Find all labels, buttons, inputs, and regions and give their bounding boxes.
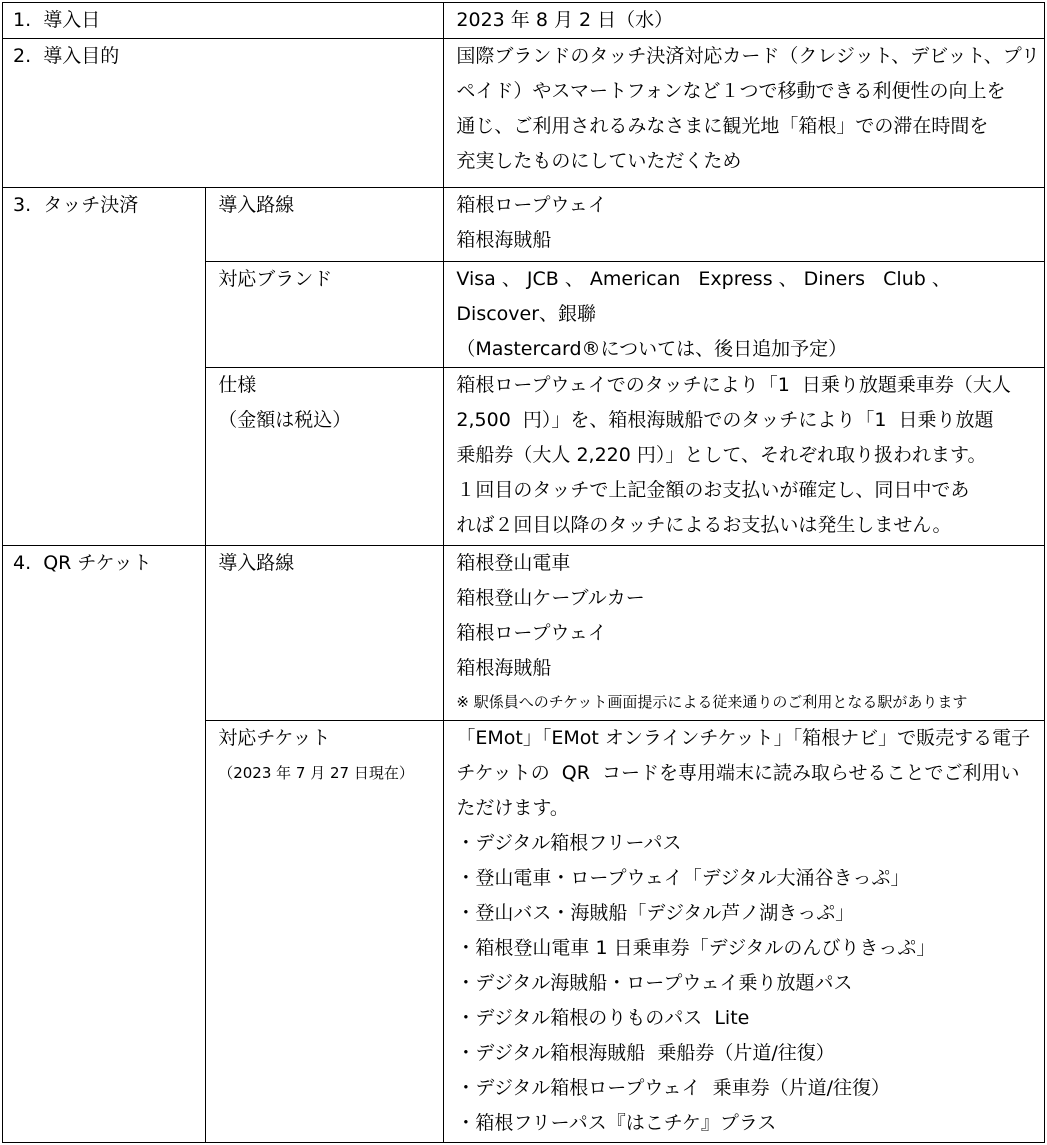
qr-ticket-item: ・箱根登山電車 1 日乗車券「デジタルのんびりきっぷ」 bbox=[456, 937, 936, 959]
qr-routes-note: ※ 駅係員へのチケット画面提示による従来通りのご利用となる駅があります bbox=[456, 693, 968, 711]
qr-label-cell bbox=[3, 546, 206, 1143]
date-value: 2023 年 8 月 2 日（水） bbox=[456, 9, 674, 31]
spec-sublabel: （金額は税込） bbox=[218, 409, 352, 431]
qr-routes-cell bbox=[444, 546, 1045, 721]
date-label-cell bbox=[3, 3, 444, 39]
qr-route-item: 箱根登山ケーブルカー bbox=[456, 587, 645, 609]
qr-intro-line: 「EMot」「EMot オンラインチケット」「箱根ナビ」で販売する電子 bbox=[456, 727, 1031, 749]
spec-line: 2,500 円）」を、箱根海賊船でのタッチにより「1 日乗り放題 bbox=[456, 409, 994, 431]
purpose-line: 充実したものにしていただくため bbox=[456, 150, 742, 172]
info-table-container bbox=[2, 2, 1045, 1143]
qr-route-item: 箱根登山電車 bbox=[456, 552, 571, 574]
qr-intro-line: ただけます。 bbox=[456, 797, 569, 819]
brands-line: （Mastercard®については、後日追加予定） bbox=[456, 338, 848, 360]
qr-ticket-item: ・デジタル箱根ロープウェイ 乗車券（片道/往復） bbox=[456, 1077, 891, 1099]
qr-ticket-item: ・登山電車・ロープウェイ「デジタル大涌谷きっぷ」 bbox=[456, 867, 910, 889]
qr-route-item: 箱根海賊船 bbox=[456, 657, 552, 679]
purpose-line: 通じ、ご利用されるみなさまに観光地「箱根」での滞在時間を bbox=[456, 115, 989, 137]
date-value-cell bbox=[444, 3, 1045, 39]
qr-intro-line: チケットの QR コードを専用端末に読み取らせることでご利用い bbox=[456, 762, 1020, 784]
purpose-line: 国際ブランドのタッチ決済対応カード（クレジット、デビット、プリ bbox=[456, 45, 1040, 67]
touch-route-item: 箱根海賊船 bbox=[456, 229, 552, 251]
qr-route-item: 箱根ロープウェイ bbox=[456, 622, 607, 644]
row-purpose bbox=[3, 39, 1045, 188]
spec-line: 乗船券（大人 2,220 円）」として、それぞれ取り扱われます。 bbox=[456, 444, 987, 466]
row-touch-routes bbox=[3, 188, 1045, 262]
purpose-label: 2. 導入目的 bbox=[13, 45, 120, 67]
brands-label: 対応ブランド bbox=[218, 268, 333, 290]
spec-label: 仕様 bbox=[218, 374, 257, 396]
qr-ticket-item: ・箱根フリーパス『はこチケ』プラス bbox=[456, 1112, 777, 1134]
touch-label-cell bbox=[3, 188, 206, 546]
touch-route-item: 箱根ロープウェイ bbox=[456, 194, 607, 216]
row-date bbox=[3, 3, 1045, 39]
touch-label: 3. タッチ決済 bbox=[13, 194, 139, 216]
date-label: 1. 導入日 bbox=[13, 9, 101, 31]
brands-line: Visa 、 JCB 、 American Express 、 Diners Club 、 bbox=[456, 268, 951, 290]
qr-ticket-item: ・登山バス・海賊船「デジタル芦ノ湖きっぷ」 bbox=[456, 902, 855, 924]
purpose-value-cell bbox=[444, 39, 1045, 188]
spec-label-cell bbox=[206, 368, 444, 546]
qr-tickets-label: 対応チケット bbox=[218, 727, 331, 749]
qr-ticket-item: ・デジタル箱根のりものパス Lite bbox=[456, 1007, 750, 1029]
qr-ticket-item: ・デジタル箱根海賊船 乗船券（片道/往復） bbox=[456, 1042, 835, 1064]
qr-routes-label: 導入路線 bbox=[218, 552, 295, 574]
brands-line: Discover、銀聯 bbox=[456, 303, 597, 325]
qr-tickets-label-cell bbox=[206, 721, 444, 1143]
qr-label: 4. QR チケット bbox=[13, 552, 152, 574]
qr-ticket-item: ・デジタル箱根フリーパス bbox=[456, 832, 682, 854]
qr-routes-label-cell bbox=[206, 546, 444, 721]
row-qr-routes bbox=[3, 546, 1045, 721]
spec-line: １回目のタッチで上記金額のお支払いが確定し、同日中であ bbox=[456, 479, 970, 501]
touch-routes-label: 導入路線 bbox=[218, 194, 295, 216]
purpose-line: ペイド）やスマートフォンなど１つで移動できる利便性の向上を bbox=[456, 80, 1006, 102]
spec-line: れば２回目以降のタッチによるお支払いは発生しません。 bbox=[456, 514, 952, 536]
qr-ticket-item: ・デジタル海賊船・ロープウェイ乗り放題パス bbox=[456, 972, 853, 994]
spec-line: 箱根ロープウェイでのタッチにより「1 日乗り放題乗車券（大人 bbox=[456, 374, 1011, 396]
touch-routes-label-cell bbox=[206, 188, 444, 262]
brands-cell bbox=[444, 262, 1045, 368]
qr-tickets-cell bbox=[444, 721, 1045, 1143]
brands-label-cell bbox=[206, 262, 444, 368]
info-table bbox=[2, 2, 1045, 1143]
purpose-label-cell bbox=[3, 39, 444, 188]
qr-tickets-sublabel: （2023 年 7 月 27 日現在） bbox=[218, 764, 414, 782]
spec-cell bbox=[444, 368, 1045, 546]
touch-routes-cell bbox=[444, 188, 1045, 262]
